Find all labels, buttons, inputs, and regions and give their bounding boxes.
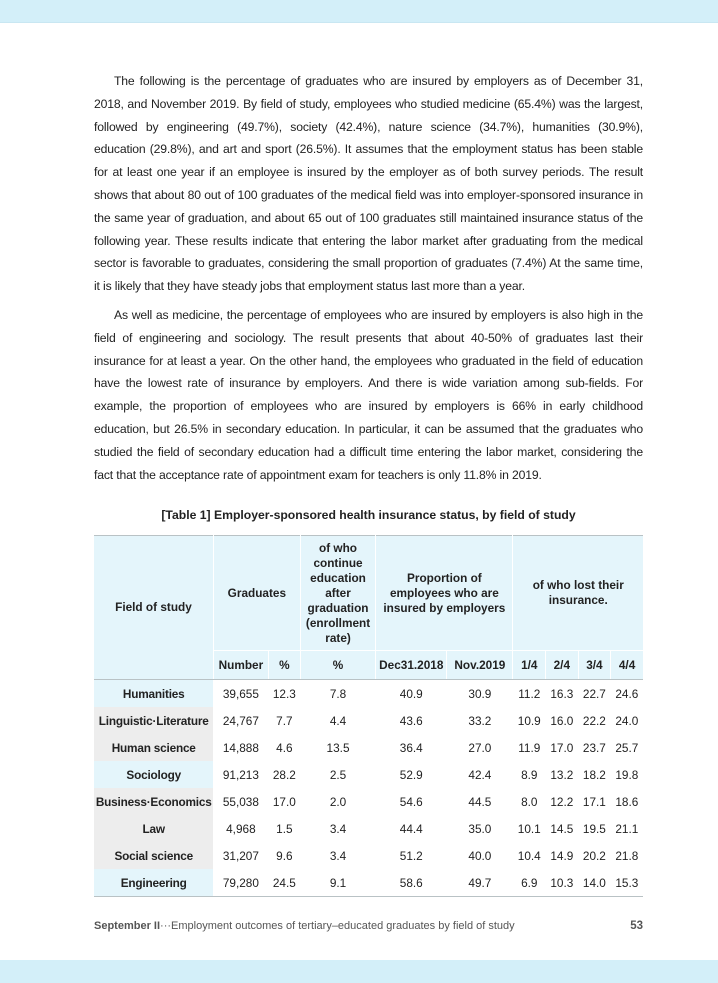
insurance-table xyxy=(94,535,643,897)
value-cell: 14,888 xyxy=(222,740,259,755)
value-cell: 14.5 xyxy=(550,821,574,836)
value-cell: 3.4 xyxy=(329,848,347,863)
table-row xyxy=(94,869,643,897)
value-cell: 9.6 xyxy=(276,848,293,863)
value-cell: 22.7 xyxy=(582,686,606,701)
value-cell: 28.2 xyxy=(272,767,296,782)
value-cell: 12.3 xyxy=(272,686,296,701)
value-cell: 35.0 xyxy=(468,821,492,836)
header-lost-insurance: of who lost their insurance. xyxy=(513,536,643,651)
page-footer xyxy=(94,920,643,932)
value-cell: 4.4 xyxy=(329,713,347,728)
value-cell: 10.1 xyxy=(517,821,541,836)
table-title-prefix: [Table 1] xyxy=(161,508,211,523)
table-row xyxy=(94,761,643,788)
top-band xyxy=(0,0,718,23)
value-cell: 31,207 xyxy=(222,848,259,863)
value-cell: 44.5 xyxy=(468,794,492,809)
value-cell: 17.1 xyxy=(582,794,606,809)
value-cell: 19.8 xyxy=(615,767,639,782)
value-cell: 25.7 xyxy=(615,740,639,755)
value-cell: 2.5 xyxy=(329,767,347,782)
value-cell: 43.6 xyxy=(399,713,423,728)
value-cell: 23.7 xyxy=(582,740,606,755)
value-cell: 13.2 xyxy=(550,767,574,782)
bottom-band xyxy=(0,960,718,983)
value-cell: 1.5 xyxy=(276,821,293,836)
value-cell: 24.6 xyxy=(615,686,639,701)
table-row xyxy=(94,788,643,815)
value-cell: 8.9 xyxy=(521,767,538,782)
subheader-graduates-pct: % xyxy=(268,651,300,680)
table-row xyxy=(94,815,643,842)
footer-issue: September II xyxy=(94,920,161,932)
value-cell: 54.6 xyxy=(399,794,423,809)
value-cell: 4,968 xyxy=(226,821,256,836)
value-cell: 51.2 xyxy=(399,848,423,863)
value-cell: 17.0 xyxy=(550,740,574,755)
subheader-q1: 1/4 xyxy=(513,651,546,680)
subheader-nov2019: Nov.2019 xyxy=(447,651,513,680)
value-cell: 19.5 xyxy=(582,821,606,836)
value-cell: 33.2 xyxy=(468,713,492,728)
value-cell: 24,767 xyxy=(222,713,259,728)
footer-running-title xyxy=(94,920,515,932)
field-name-cell: Human science xyxy=(94,734,213,761)
value-cell: 13.5 xyxy=(326,740,350,755)
header-graduates: Graduates xyxy=(213,536,300,651)
value-cell: 8.0 xyxy=(521,794,538,809)
field-name-cell: Humanities xyxy=(94,680,213,708)
page-content xyxy=(94,70,643,897)
value-cell: 58.6 xyxy=(376,869,447,897)
header-insured-proportion: Proportion of employees who are insured by employers xyxy=(376,536,513,651)
subheader-number: Number xyxy=(213,651,268,680)
value-cell: 16.3 xyxy=(550,686,574,701)
value-cell: 40.0 xyxy=(468,848,492,863)
value-cell: 40.9 xyxy=(399,686,423,701)
table-row xyxy=(94,707,643,734)
table-title-text: Employer-sponsored health insurance status, by field of study xyxy=(213,508,576,523)
value-cell: 3.4 xyxy=(329,821,347,836)
value-cell: 11.2 xyxy=(518,686,541,701)
value-cell: 42.4 xyxy=(468,767,492,782)
subheader-enrollment-pct: % xyxy=(300,651,375,680)
footer-separator: ··· xyxy=(160,920,172,932)
paragraph-2: As well as medicine, the percentage of employees who are insured by employers is also high in the field of engineering and sociology. The result presents that about 40-50% of graduates last their insurance for at least a year. On the other hand, the employees who graduated in the field of education have the lowest rate of insurance by employers. And there is wide variation among sub-fields. For example, the proportion of employees who are insured by employers is 66% in early childhood education, but 26.5% in secondary education. In particular, it can be assumed that the graduates who studied the field of secondary education had a difficult time entering the labor market, considering the fact that the acceptance rate of appointment exam for teachers is only 11.8% in 2019. xyxy=(94,307,643,482)
field-name-cell: Business·Economics xyxy=(94,788,213,815)
value-cell: 16.0 xyxy=(550,713,574,728)
table-row xyxy=(94,734,643,761)
value-cell: 10.9 xyxy=(517,713,541,728)
table-row xyxy=(94,680,643,708)
page-number: 53 xyxy=(630,920,643,932)
value-cell: 27.0 xyxy=(468,740,492,755)
table-title xyxy=(94,508,643,522)
value-cell: 55,038 xyxy=(222,794,259,809)
value-cell: 17.0 xyxy=(272,794,296,809)
value-cell: 10.4 xyxy=(517,848,541,863)
value-cell: 7.7 xyxy=(276,713,293,728)
value-cell: 14.9 xyxy=(550,848,574,863)
value-cell: 10.3 xyxy=(546,869,579,897)
value-cell: 2.0 xyxy=(329,794,347,809)
value-cell: 49.7 xyxy=(447,869,513,897)
value-cell: 21.1 xyxy=(615,821,639,836)
field-name-cell: Engineering xyxy=(94,869,213,897)
table-row xyxy=(94,842,643,869)
value-cell: 21.8 xyxy=(615,848,639,863)
value-cell: 24.0 xyxy=(615,713,639,728)
value-cell: 6.9 xyxy=(513,869,546,897)
value-cell: 7.8 xyxy=(329,686,347,701)
value-cell: 14.0 xyxy=(578,869,611,897)
footer-title: Employment outcomes of tertiary–educated graduates by field of study xyxy=(171,920,515,932)
subheader-q4: 4/4 xyxy=(611,651,643,680)
value-cell: 18.2 xyxy=(582,767,606,782)
subheader-q2: 2/4 xyxy=(546,651,579,680)
value-cell: 22.2 xyxy=(582,713,606,728)
value-cell: 20.2 xyxy=(582,848,606,863)
value-cell: 12.2 xyxy=(550,794,574,809)
value-cell: 52.9 xyxy=(399,767,423,782)
value-cell: 91,213 xyxy=(222,767,259,782)
paragraph-1: The following is the percentage of graduates who are insured by employers as of December 31, 2018, and November 2019. By field of study, employees who studied medicine (65.4%) was the largest, followed by engineering (49.7%), society (42.4%), nature science (34.7%), humanities (30.9%), education (29.8%), and art and sport (26.5%). It assumes that the employment status has been stable for at least one year if an employee is insured by the employer as of both survey periods. The result shows that about 80 out of 100 graduates of the medical field was into employer-sponsored insurance in the same year of graduation, and about 65 out of 100 graduates still maintained insurance status of the following year. These results indicate that entering the labor market after graduating from the medical sector is favorable to graduates, considering the small proportion of graduates (7.4%) At the same time, it is likely that they have steady jobs that employment status last more than a year. xyxy=(94,74,643,294)
subheader-dec2018: Dec31.2018 xyxy=(376,651,447,680)
subheader-q3: 3/4 xyxy=(578,651,611,680)
value-cell: 11.9 xyxy=(518,740,541,755)
value-cell: 36.4 xyxy=(399,740,423,755)
header-field-of-study: Field of study xyxy=(94,536,213,680)
field-name-cell: Sociology xyxy=(94,761,213,788)
value-cell: 9.1 xyxy=(300,869,375,897)
header-continue-education: of who continue education after graduation (enrollment rate) xyxy=(300,536,375,651)
field-name-cell: Social science xyxy=(94,842,213,869)
value-cell: 30.9 xyxy=(468,686,492,701)
value-cell: 39,655 xyxy=(222,686,259,701)
value-cell: 15.3 xyxy=(611,869,643,897)
field-name-cell: Linguistic·Literature xyxy=(94,707,213,734)
value-cell: 24.5 xyxy=(268,869,300,897)
value-cell: 18.6 xyxy=(615,794,639,809)
value-cell: 4.6 xyxy=(276,740,293,755)
field-name-cell: Law xyxy=(94,815,213,842)
value-cell: 79,280 xyxy=(213,869,268,897)
value-cell: 44.4 xyxy=(399,821,423,836)
